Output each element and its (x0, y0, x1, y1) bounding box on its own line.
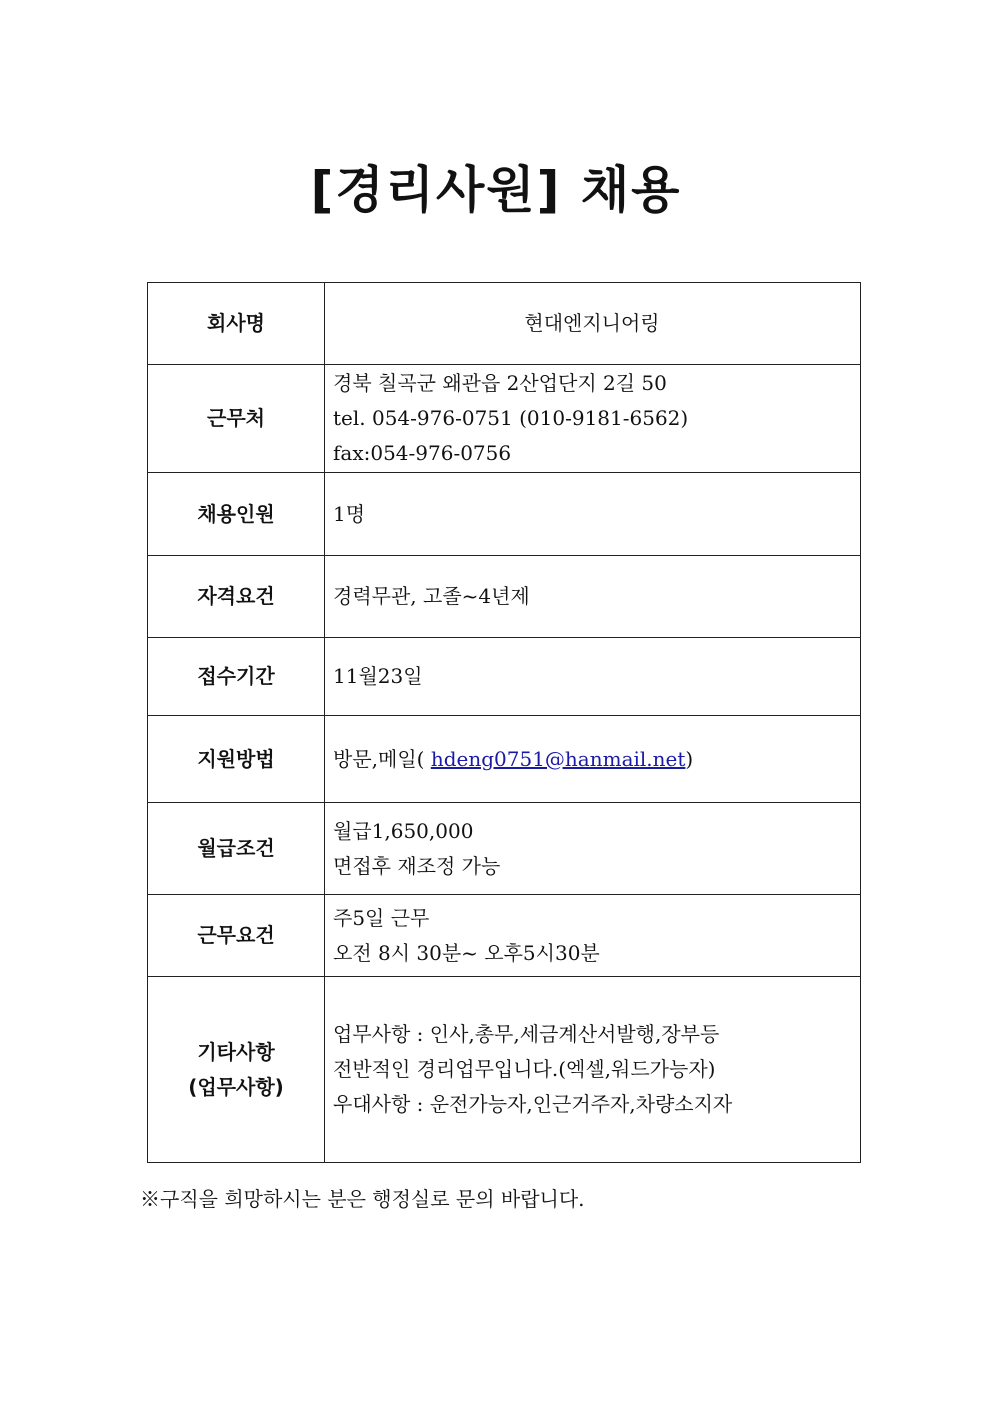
qualification-label: 자격요건 (148, 556, 325, 638)
table-row-conditions (148, 895, 861, 977)
table-row-headcount (148, 473, 861, 556)
headcount-label: 채용인원 (148, 473, 325, 556)
company-label: 회사명 (148, 283, 325, 365)
other-label (148, 977, 325, 1163)
hours-line: 오전 8시 30분~ 오후5시30분 (333, 940, 600, 965)
email-link[interactable]: hdeng0751@hanmail.net (430, 746, 686, 771)
table-row-qualification (148, 556, 861, 638)
salary-line: 월급1,650,000 (333, 818, 474, 843)
page-title: [경리사원] 채용 (310, 161, 682, 219)
qualification-value: 경력무관, 고졸~4년제 (325, 556, 861, 638)
method-label: 지원방법 (148, 716, 325, 803)
salary-note-line: 면접후 재조정 가능 (333, 853, 501, 878)
preference-line: 우대사항 : 운전가능자,인근거주자,차량소지자 (333, 1092, 733, 1116)
other-value (325, 977, 861, 1163)
table-row-salary (148, 803, 861, 895)
duties-line: 업무사항 : 인사,총무,세금계산서발행,장부등 (333, 1022, 720, 1046)
location-label: 근무처 (148, 365, 325, 473)
table-row-company (148, 283, 861, 365)
table-row-other (148, 977, 861, 1163)
company-value: 현대엔지니어링 (325, 283, 861, 365)
method-value (325, 716, 861, 803)
conditions-label: 근무요건 (148, 895, 325, 977)
salary-value (325, 803, 861, 895)
table-row-location (148, 365, 861, 473)
duties-detail-line: 전반적인 경리업무입니다.(엑셀,워드가능자) (333, 1057, 716, 1081)
salary-label: 월급조건 (148, 803, 325, 895)
other-label-line2: (업무사항) (188, 1074, 284, 1099)
footer-note: ※구직을 희망하시는 분은 행정실로 문의 바랍니다. (140, 1187, 585, 1211)
period-value: 11월23일 (325, 638, 861, 716)
fax-line: fax:054-976-0756 (333, 441, 512, 465)
period-label: 접수기간 (148, 638, 325, 716)
method-prefix: 방문,메일( (333, 746, 431, 771)
other-label-line1: 기타사항 (197, 1039, 275, 1064)
address-line: 경북 칠곡군 왜관읍 2산업단지 2길 50 (333, 371, 667, 395)
tel-line: tel. 054-976-0751 (010-9181-6562) (333, 406, 689, 430)
table-row-method (148, 716, 861, 803)
method-suffix: ) (685, 746, 694, 771)
table-row-period (148, 638, 861, 716)
headcount-value: 1명 (325, 473, 861, 556)
recruitment-info-table (147, 282, 861, 1163)
location-value (325, 365, 861, 473)
workdays-line: 주5일 근무 (333, 905, 430, 930)
conditions-value (325, 895, 861, 977)
